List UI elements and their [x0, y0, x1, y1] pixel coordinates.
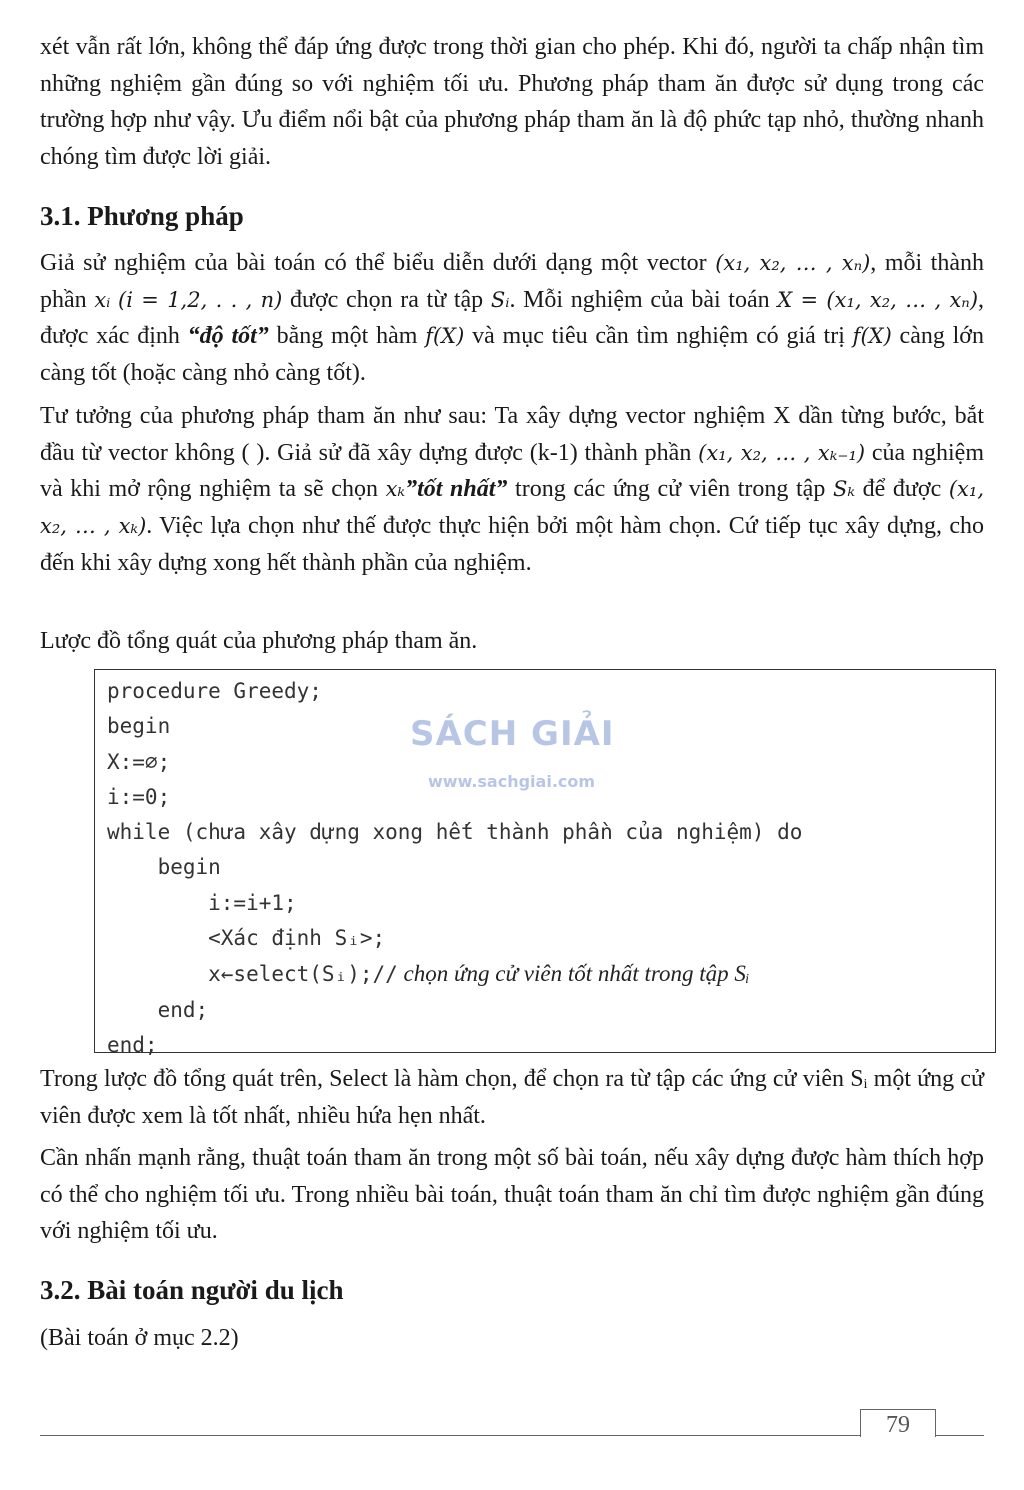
code-line: end; — [107, 997, 209, 1022]
intro-paragraph: xét vẫn rất lớn, không thể đáp ứng được trong thời gian cho phép. Khi đó, người ta chấp nhận tìm những nghiệm gần đúng so với nghiệm tối ưu. Phương pháp tham ăn được sử dụng trong các trường hợp như vậy. Ưu điểm nổi bật của phương pháp tham ăn là độ phức tạp nhỏ, thường nhanh chóng tìm được lời giải. — [40, 34, 984, 171]
footer-rule — [40, 1435, 984, 1436]
code-line: X:=∅; — [107, 749, 171, 774]
method-paragraph-2: Tư tưởng của phương pháp tham ăn như sau: Ta xây dựng vector nghiệm X dần từng bước, bắt đầu từ vector không ( ). Giả sử đã xây dựng được (k-1) thành phần (x₁, x₂, … , xₖ₋₁) của nghiệm và khi mở rộng nghiệm ta sẽ chọn xₖ”tốt nhất” trong các ứng cử viên trong tập Sₖ để được (x₁, x₂, … , xₖ). Việc lựa chọn như thế được thực hiện bởi một hàm chọn. Cứ tiếp tục xây dựng, cho đến khi xây dựng xong hết thành phần của nghiệm. — [40, 403, 985, 576]
section-3-2-paragraph: (Bài toán ở mục 2.2) — [40, 1325, 239, 1351]
code-line: i:=i+1; — [107, 890, 297, 915]
page-number-box — [860, 1409, 936, 1437]
code-line: begin — [107, 714, 171, 739]
code-line: procedure Greedy; — [107, 679, 322, 703]
watermark-logo: SÁCH GIẢI — [410, 714, 615, 754]
watermark-url: www.sachgiai.com — [428, 772, 596, 791]
method-paragraph-4: Trong lược đồ tổng quát trên, Select là hàm chọn, để chọn ra từ tập các ứng cử viên Sᵢ một ứng cử viên được xem là tốt nhất, nhiều hứa hẹn nhất. — [40, 1066, 984, 1129]
code-line: x←select(Sᵢ);// chọn ứng cử viên tốt nhất trong tập Sᵢ — [107, 961, 750, 987]
method-paragraph-1: Giả sử nghiệm của bài toán có thể biểu diễn dưới dạng một vector (x₁, x₂, … , xₙ), mỗi thành phần xᵢ (i = 1,2, . . , n) được chọn ra từ tập Sᵢ. Mỗi nghiệm của bài toán X = (x₁, x₂, … , xₙ), được xác định “độ tốt” bằng một hàm f(X) và mục tiêu cần tìm nghiệm có giá trị f(X) càng lớn càng tốt (hoặc càng nhỏ càng tốt). — [40, 250, 985, 387]
method-paragraph-3: Lược đồ tổng quát của phương pháp tham ăn. — [40, 628, 478, 654]
page-number: 79 — [886, 1412, 910, 1438]
code-line: <Xác định Sᵢ>; — [107, 926, 386, 951]
watermark — [410, 698, 620, 808]
code-comment: chọn ứng cử viên tốt nhất trong tập Sᵢ — [397, 961, 750, 987]
method-paragraph-5: Cần nhấn mạnh rằng, thuật toán tham ăn trong một số bài toán, nếu xây dựng được hàm thích hợp có thể cho nghiệm tối ưu. Trong nhiều bài toán, thuật toán tham ăn chỉ tìm được nghiệm gần đúng với nghiệm tối ưu. — [40, 1145, 984, 1245]
code-line: begin — [107, 855, 221, 880]
section-3-2-title: 3.2. Bài toán người du lịch — [40, 1275, 344, 1305]
section-3-1-title: 3.1. Phương pháp — [40, 201, 244, 231]
code-line: i:=0; — [107, 784, 171, 809]
code-line: end; — [107, 1032, 158, 1057]
code-line: while (chưa xây dựng xong hết thành phần của nghiệm) do — [107, 820, 803, 845]
